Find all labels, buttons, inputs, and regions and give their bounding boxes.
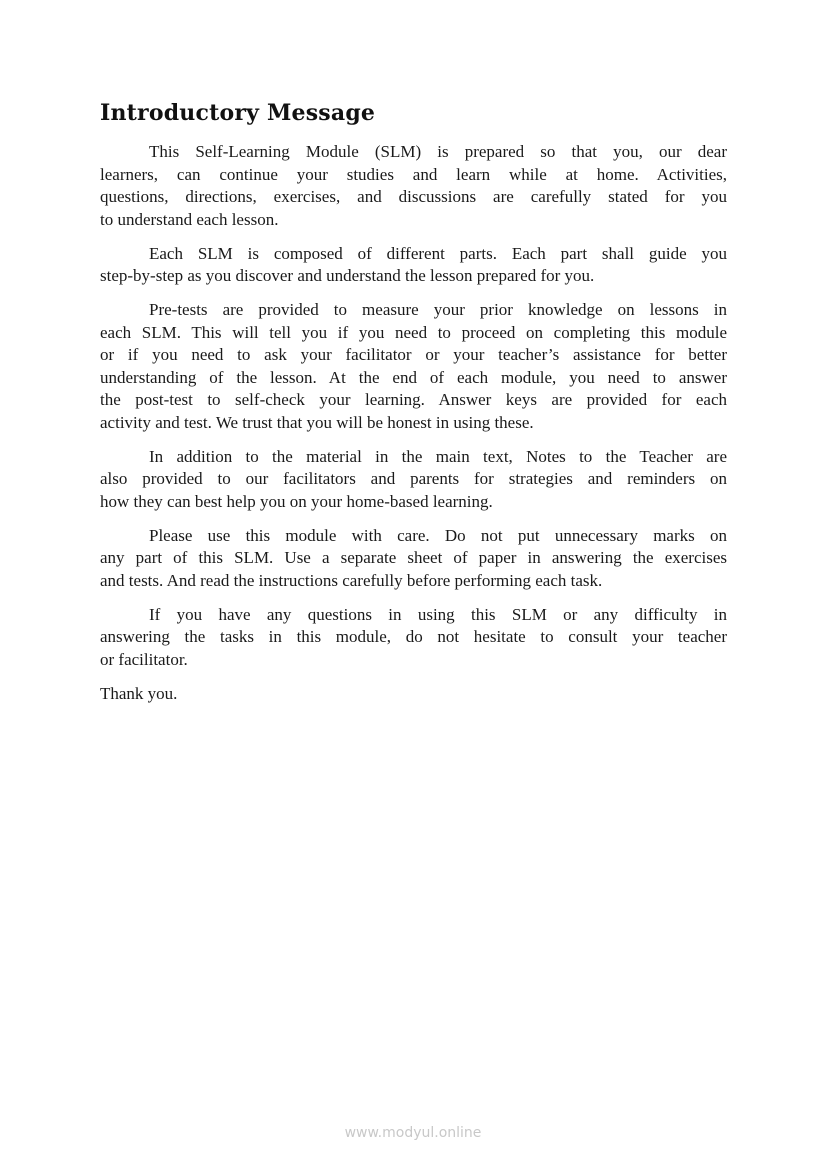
paragraph [100, 525, 727, 593]
text-line: Pre-tests are provided to measure your prior knowledge on lessons in [149, 300, 727, 319]
text-line: or facilitator. [100, 649, 188, 669]
text-line: how they can best help you on your home-based learning. [100, 491, 493, 511]
text-line: Each SLM is composed of different parts. Each part shall guide you [149, 243, 727, 263]
text-line: the post-test to self-check your learning. Answer keys are provided for each [100, 390, 727, 409]
paragraph [100, 243, 727, 288]
text-line: and tests. And read the instructions carefully before performing each task. [100, 570, 603, 590]
text-line: In addition to the material in the main text, Notes to the Teacher are [149, 446, 727, 466]
text-line: or if you need to ask your facilitator or your teacher’s assistance for better [100, 345, 727, 364]
page-title: Introductory Message [100, 100, 376, 126]
text-line: learners, can continue your studies and learn while at home. Activities, [100, 164, 727, 184]
watermark: www.modyul.online [344, 1125, 482, 1141]
text-line: step-by-step as you discover and understand the lesson prepared for you. [100, 266, 595, 285]
text-line: questions, directions, exercises, and discussions are carefully stated for you [100, 187, 727, 206]
text-line: This Self-Learning Module (SLM) is prepared so that you, our dear [149, 142, 727, 161]
paragraph [100, 141, 727, 231]
paragraph [100, 683, 727, 706]
text-line: Please use this module with care. Do not put unnecessary marks on [149, 525, 727, 545]
text-line: Thank you. [100, 683, 178, 703]
document-body [100, 141, 727, 717]
paragraph [100, 604, 727, 672]
text-line: answering the tasks in this module, do not hesitate to consult your teacher [100, 627, 727, 646]
text-line: to understand each lesson. [100, 209, 279, 229]
text-line: understanding of the lesson. At the end of each module, you need to answer [100, 367, 727, 387]
text-line: activity and test. We trust that you will be honest in using these. [100, 412, 534, 432]
text-line: also provided to our facilitators and parents for strategies and reminders on [100, 469, 727, 488]
text-line: each SLM. This will tell you if you need to proceed on completing this module [100, 322, 727, 342]
text-line: any part of this SLM. Use a separate sheet of paper in answering the exercises [100, 548, 727, 567]
paragraph [100, 299, 727, 434]
paragraph [100, 446, 727, 514]
text-line: If you have any questions in using this SLM or any difficulty in [149, 604, 727, 624]
